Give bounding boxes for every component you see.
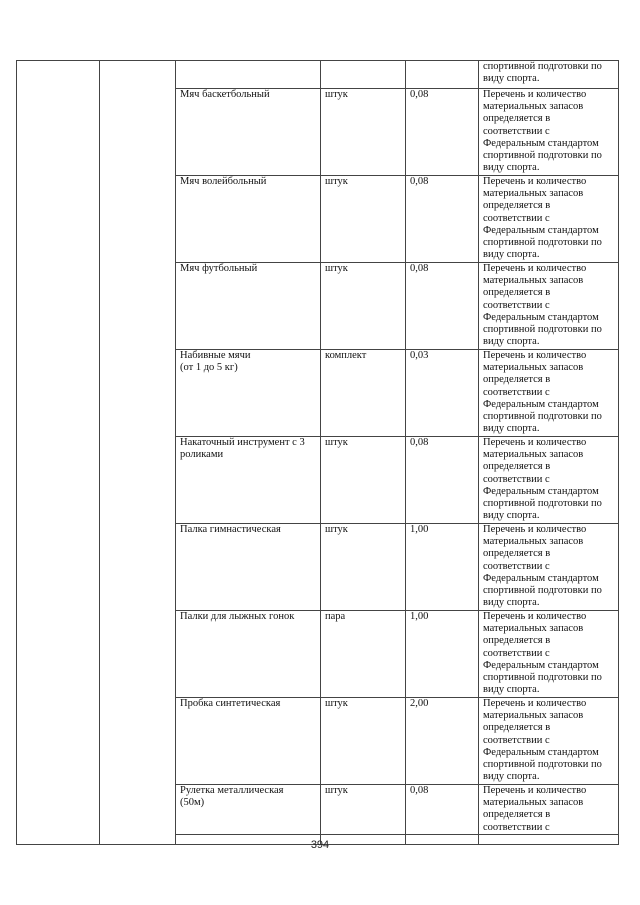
- cell-qty: [406, 61, 479, 89]
- note-text: Перечень и количество материальных запасов определяется в соответствии с Федеральным стандартом спортивной подготовки по виду спорта.: [483, 437, 602, 522]
- quantity-cell: [406, 350, 479, 437]
- item-name-cell: [176, 524, 321, 611]
- item-name-cell: [176, 611, 321, 698]
- item-name-text: Палка гимнастическая: [180, 524, 281, 535]
- item-name-cell: [176, 350, 321, 437]
- quantity-cell: [406, 524, 479, 611]
- quantity-text: 0,08: [410, 437, 429, 448]
- quantity-cell: [406, 176, 479, 263]
- unit-cell: [321, 611, 406, 698]
- item-name-text: Мяч баскетбольный: [180, 89, 270, 100]
- note-cell: [479, 89, 619, 176]
- note-cell: [479, 437, 619, 524]
- note-cell: [479, 698, 619, 785]
- unit-cell: [321, 89, 406, 176]
- quantity-text: 0,03: [410, 350, 429, 361]
- item-name-cell: [176, 785, 321, 835]
- quantity-cell: [406, 437, 479, 524]
- note-cell: [479, 785, 619, 835]
- note-cell: [479, 611, 619, 698]
- quantity-text: 0,08: [410, 89, 429, 100]
- unit-cell: [321, 350, 406, 437]
- note-text: Перечень и количество материальных запасов определяется в соответствии с Федеральным стандартом спортивной подготовки по виду спорта.: [483, 524, 602, 609]
- quantity-text: 0,08: [410, 263, 429, 274]
- note-text: Перечень и количество материальных запасов определяется в соответствии с Федеральным стандартом спортивной подготовки по виду спорта.: [483, 89, 602, 174]
- unit-text: штук: [325, 698, 348, 709]
- cell-name: [176, 61, 321, 89]
- merged-cell-col2: [100, 61, 176, 845]
- merged-cell-col1: [17, 61, 100, 845]
- item-name-cell: [176, 698, 321, 785]
- unit-cell: [321, 437, 406, 524]
- item-name-cell: [176, 263, 321, 350]
- note-text: Перечень и количество материальных запасов определяется в соответствии с: [483, 785, 587, 833]
- quantity-cell: [406, 611, 479, 698]
- unit-text: штук: [325, 89, 348, 100]
- note-text: Перечень и количество материальных запасов определяется в соответствии с Федеральным стандартом спортивной подготовки по виду спорта.: [483, 263, 602, 348]
- unit-cell: [321, 785, 406, 835]
- page-number: 394: [310, 839, 330, 851]
- note-cell: [479, 524, 619, 611]
- unit-text: штук: [325, 437, 348, 448]
- quantity-text: 0,08: [410, 785, 429, 796]
- unit-cell: [321, 176, 406, 263]
- unit-text: штук: [325, 176, 348, 187]
- unit-cell: [321, 698, 406, 785]
- note-text: Перечень и количество материальных запасов определяется в соответствии с Федеральным стандартом спортивной подготовки по виду спорта.: [483, 611, 602, 696]
- item-name-text: Накаточный инструмент с 3 роликами: [180, 437, 305, 461]
- unit-text: комплект: [325, 350, 367, 361]
- note-text: Перечень и количество материальных запасов определяется в соответствии с Федеральным стандартом спортивной подготовки по виду спорта.: [483, 350, 602, 435]
- unit-cell: [321, 263, 406, 350]
- cell-unit: [321, 61, 406, 89]
- unit-cell: [321, 524, 406, 611]
- quantity-cell: [406, 263, 479, 350]
- continuation-note: спортивной подготовки по виду спорта.: [483, 61, 602, 85]
- cell-note: [479, 61, 619, 89]
- item-name-text: Мяч футбольный: [180, 263, 258, 274]
- quantity-cell: [406, 785, 479, 835]
- note-cell: [479, 263, 619, 350]
- item-name-text: Палки для лыжных гонок: [180, 611, 295, 622]
- unit-text: штук: [325, 263, 348, 274]
- equipment-table-body: [17, 61, 619, 845]
- equipment-table: [16, 60, 619, 845]
- note-text: Перечень и количество материальных запасов определяется в соответствии с Федеральным стандартом спортивной подготовки по виду спорта.: [483, 176, 602, 261]
- item-name-cell: [176, 437, 321, 524]
- item-name-text: Пробка синтетическая: [180, 698, 281, 709]
- item-name-text: Набивные мячи (от 1 до 5 кг): [180, 350, 251, 374]
- quantity-text: 1,00: [410, 611, 429, 622]
- item-name-cell: [176, 176, 321, 263]
- unit-text: пара: [325, 611, 346, 622]
- table-row-continuation: [17, 61, 619, 89]
- quantity-text: 0,08: [410, 176, 429, 187]
- quantity-cell: [406, 698, 479, 785]
- quantity-text: 1,00: [410, 524, 429, 535]
- item-name-text: Рулетка металлическая (50м): [180, 785, 284, 809]
- note-cell: [479, 176, 619, 263]
- item-name-text: Мяч волейбольный: [180, 176, 267, 187]
- unit-text: штук: [325, 785, 348, 796]
- unit-text: штук: [325, 524, 348, 535]
- quantity-cell: [406, 89, 479, 176]
- note-text: Перечень и количество материальных запасов определяется в соответствии с Федеральным стандартом спортивной подготовки по виду спорта.: [483, 698, 602, 783]
- item-name-cell: [176, 89, 321, 176]
- note-cell: [479, 350, 619, 437]
- quantity-text: 2,00: [410, 698, 429, 709]
